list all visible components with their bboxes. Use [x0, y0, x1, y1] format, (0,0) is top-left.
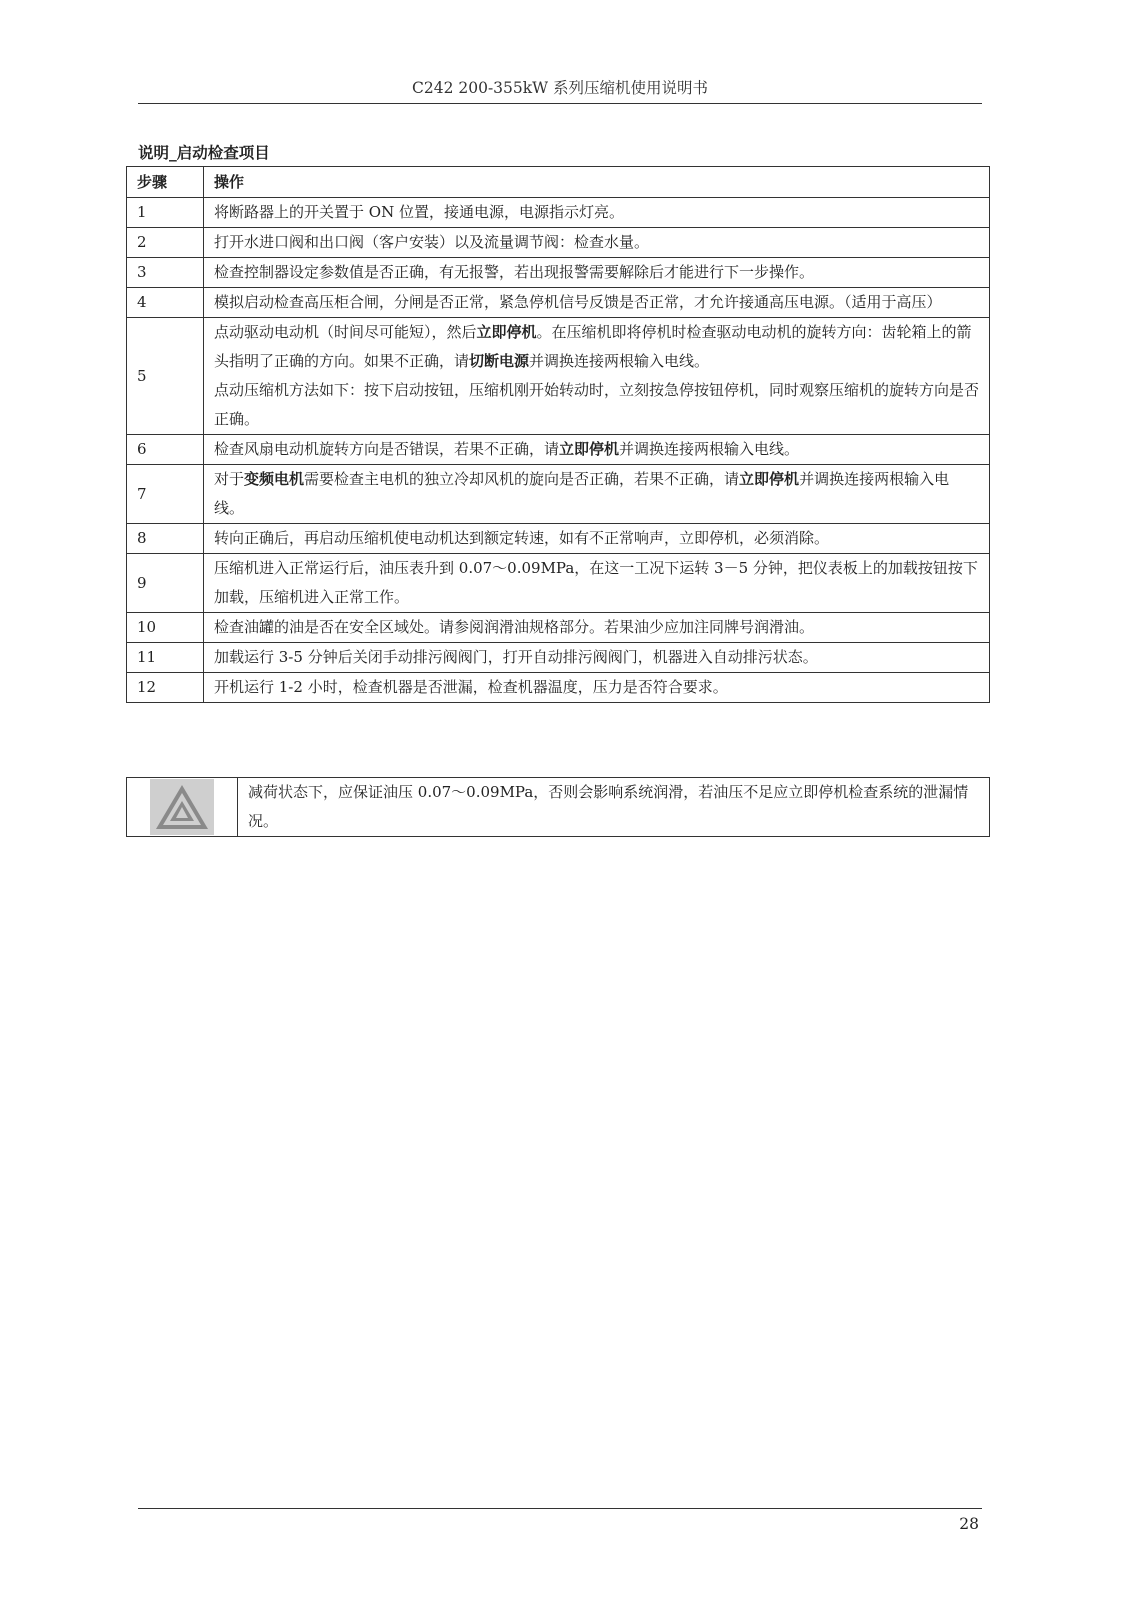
step-number: 9 [127, 554, 204, 613]
step-operation [204, 524, 990, 554]
step-operation [204, 198, 990, 228]
emphasized-text: 立即停机 [476, 323, 537, 341]
step-operation [204, 258, 990, 288]
table-row [127, 465, 990, 524]
emphasized-text: 变频电机 [244, 470, 305, 488]
page-number: 28 [959, 1515, 979, 1533]
column-header-step: 步骤 [127, 167, 204, 198]
emphasized-text: 立即停机 [559, 440, 620, 458]
warning-triangle-icon [150, 779, 214, 835]
column-header-operation: 操作 [204, 167, 990, 198]
step-operation [204, 318, 990, 435]
table-row [127, 258, 990, 288]
step-operation [204, 643, 990, 673]
operation-text: 并调换连接两根输入电线。 [214, 470, 950, 517]
operation-text: 并调换连接两根输入电线。 [619, 440, 800, 458]
operation-text: 开机运行 1-2 小时，检查机器是否泄漏，检查机器温度，压力是否符合要求。 [214, 678, 728, 696]
table-row [127, 554, 990, 613]
table-header-row [127, 167, 990, 198]
step-number: 7 [127, 465, 204, 524]
table-row [127, 524, 990, 554]
operation-text: 将断路器上的开关置于 ON 位置，接通电源，电源指示灯亮。 [214, 203, 624, 221]
emphasized-text: 立即停机 [739, 470, 800, 488]
step-number: 10 [127, 613, 204, 643]
step-number: 8 [127, 524, 204, 554]
step-operation [204, 228, 990, 258]
table-row [127, 198, 990, 228]
operation-text: 压缩机进入正常运行后，油压表升到 0.07～0.09MPa，在这一工况下运转 3－5 分钟，把仪表板上的加载按钮按下加载，压缩机进入正常工作。 [214, 559, 978, 606]
operation-text: 。在压缩机即将停机时检查驱动电动机的旋转方向：齿轮箱上的箭头指明了正确的方向。如果不正确，请 [214, 323, 972, 370]
operation-text: 点动驱动电动机（时间尽可能短），然后 [214, 323, 477, 341]
step-number: 11 [127, 643, 204, 673]
table-row [127, 288, 990, 318]
step-number: 12 [127, 673, 204, 703]
header-divider [138, 103, 982, 104]
step-number: 4 [127, 288, 204, 318]
table-row [127, 435, 990, 465]
operation-text: 检查控制器设定参数值是否正确，有无报警，若出现报警需要解除后才能进行下一步操作。 [214, 263, 815, 281]
step-number: 1 [127, 198, 204, 228]
step-number: 2 [127, 228, 204, 258]
section-title: 说明_启动检查项目 [138, 144, 270, 162]
table-row [127, 673, 990, 703]
warning-icon-cell [127, 778, 238, 837]
startup-check-table [126, 166, 990, 703]
step-operation [204, 435, 990, 465]
operation-text: 加载运行 3-5 分钟后关闭手动排污阀阀门，打开自动排污阀阀门，机器进入自动排污状态。 [214, 648, 818, 666]
operation-text: 需要检查主电机的独立冷却风机的旋向是否正确，若果不正确，请 [304, 470, 740, 488]
operation-text: 模拟启动检查高压柜合闸，分闸是否正常，紧急停机信号反馈是否正常，才允许接通高压电源。（适用于高压） [214, 293, 942, 311]
warning-box [126, 777, 990, 837]
operation-text: 点动压缩机方法如下：按下启动按钮，压缩机刚开始转动时，立刻按急停按钮停机，同时观察压缩机的旋转方向是否正确。 [214, 381, 980, 428]
step-operation [204, 673, 990, 703]
warning-text: 减荷状态下，应保证油压 0.07～0.09MPa，否则会影响系统润滑，若油压不足应立即停机检查系统的泄漏情况。 [238, 778, 990, 837]
document-header: C242 200-355kW 系列压缩机使用说明书 [411, 79, 709, 97]
operation-text: 转向正确后，再启动压缩机使电动机达到额定转速，如有不正常响声，立即停机，必须消除。 [214, 529, 830, 547]
step-operation [204, 288, 990, 318]
footer-divider [138, 1508, 982, 1509]
operation-text: 检查风扇电动机旋转方向是否错误，若果不正确，请 [214, 440, 560, 458]
operation-text: 打开水进口阀和出口阀（客户安装）以及流量调节阀：检查水量。 [214, 233, 650, 251]
step-operation [204, 465, 990, 524]
table-body [127, 198, 990, 703]
table-row [127, 318, 990, 435]
table-row [127, 613, 990, 643]
table-row [127, 643, 990, 673]
emphasized-text: 切断电源 [469, 352, 530, 370]
operation-text: 对于 [214, 470, 245, 488]
operation-text: 并调换连接两根输入电线。 [529, 352, 710, 370]
step-number: 6 [127, 435, 204, 465]
operation-text: 检查油罐的油是否在安全区域处。请参阅润滑油规格部分。若果油少应加注同牌号润滑油。 [214, 618, 815, 636]
step-number: 3 [127, 258, 204, 288]
step-number: 5 [127, 318, 204, 435]
table-row [127, 228, 990, 258]
step-operation [204, 554, 990, 613]
step-operation [204, 613, 990, 643]
